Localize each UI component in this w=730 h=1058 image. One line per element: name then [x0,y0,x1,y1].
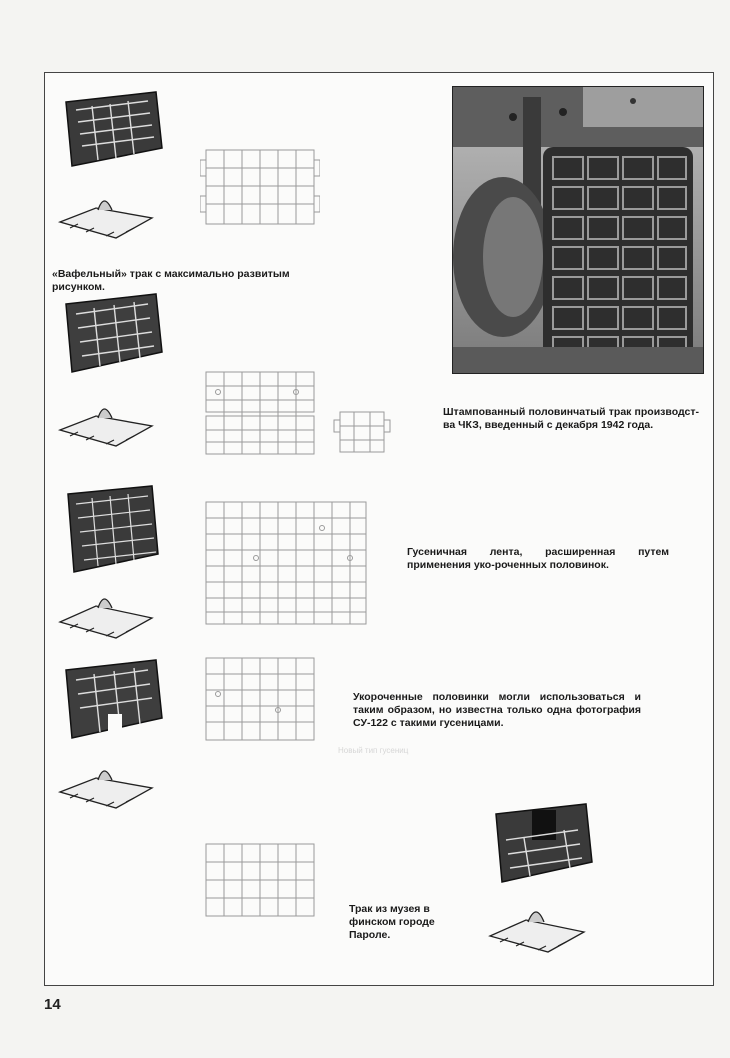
stamped-track-outline-diagram [200,368,320,458]
stamped-track-side-drawing [56,396,156,452]
waffle-track-side-drawing [56,188,156,244]
widened-track-outline-diagram [200,498,372,628]
museum-track-link-drawing [488,800,598,890]
caption-shortened-halves: Укороченные половинки могли использоваться и таким образом, но известна только одна фотография СУ-122 с такими гусеницами. [353,691,641,729]
page-number: 14 [44,996,61,1013]
track-photo-illustration [453,87,703,373]
caption-stamped-half-track: Штампованный половинчатый трак производст-ва ЧКЗ, введенный с декабря 1942 года. [443,406,699,431]
shortened-track-outline-diagram [200,654,320,744]
museum-track-outline-diagram [200,838,320,922]
track-photo [452,86,704,374]
waffle-track-outline-diagram [200,144,320,230]
caption-museum-track: Трак из музея в финском городе Пароле. [349,903,435,941]
caption-waffle-track: «Вафельный» трак с максимально развитым рисунком. [52,268,290,293]
background-ghost-text: Новый тип гусениц [338,746,409,755]
shortened-track-link-drawing [58,656,168,746]
widened-track-side-drawing [56,584,156,644]
museum-track-side-drawing [486,898,590,958]
stamped-half-outline-diagram [332,404,392,460]
caption-widened-track: Гусеничная лента, расширенная путем применения уко-роченных половинок. [407,546,669,571]
widened-track-link-drawing [62,482,162,578]
waffle-track-link-drawing [58,88,168,174]
stamped-track-link-drawing [58,290,168,380]
shortened-track-side-drawing [56,758,156,814]
